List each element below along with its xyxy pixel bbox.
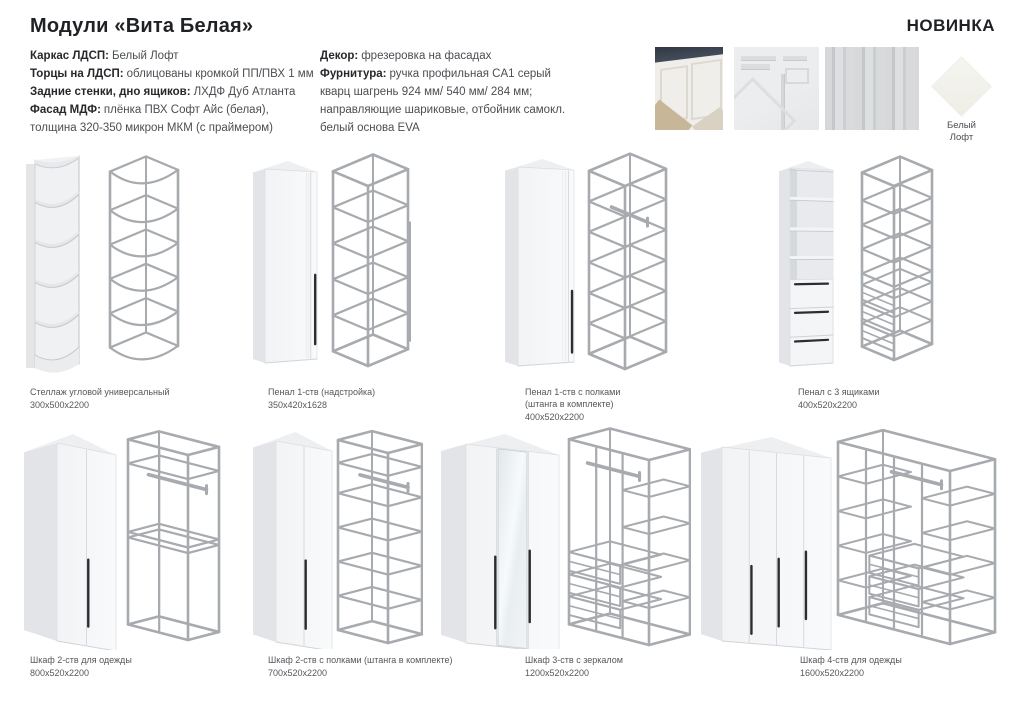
spec-line: Фасад МДФ: плёнка ПВХ Софт Айс (белая),	[30, 104, 269, 116]
facade-photo-2	[734, 47, 819, 130]
item-name: Шкаф 2-ств с полками (штанга в комплекте)	[268, 655, 453, 665]
item-5-wardrobe-render	[253, 427, 334, 649]
item-0-corner-shelf-render	[26, 155, 84, 373]
item-2-cabinet-wireframe	[587, 152, 669, 374]
spec-line: Торцы на ЛДСП: облицованы кромкой ПП/ПВХ 1 мм	[30, 68, 314, 80]
spec-line: кварц шагрень 924 мм/ 540 мм/ 284 мм;	[320, 86, 533, 98]
spec-line: Задние стенки, дно ящиков: ЛХДФ Дуб Атланта	[30, 86, 296, 98]
item-dims: 1600x520x2200	[800, 668, 865, 678]
item-name: Пенал с 3 ящиками	[798, 387, 880, 397]
item-4-wardrobe-render	[24, 429, 119, 650]
item-name: Пенал 1-ств (надстройка)	[268, 387, 376, 397]
item-dims: 350x420x1628	[268, 400, 328, 410]
item-dims: 1200x520x2200	[525, 668, 590, 678]
spec-line: Каркас ЛДСП: Белый Лофт	[30, 50, 179, 62]
spec-line: Фурнитура: ручка профильная CA1 серый	[320, 68, 551, 80]
item-2-cabinet-render	[505, 154, 579, 373]
item-dims: 800x520x2200	[30, 668, 90, 678]
photo-milling-line	[734, 77, 797, 130]
color-swatch-label	[924, 120, 999, 144]
item-caption	[800, 655, 1020, 680]
item-7-wardrobe-wireframe	[836, 428, 1000, 648]
color-name-line: Лофт	[949, 132, 974, 143]
item-1-cabinet-render	[253, 156, 319, 370]
item-name: Шкаф 4-ств для одежды	[800, 655, 902, 665]
item-caption	[798, 387, 998, 412]
item-name: Шкаф 2-ств для одежды	[30, 655, 132, 665]
item-1-cabinet-wireframe	[331, 153, 411, 373]
item-dims: 700x520x2200	[268, 668, 328, 678]
specs-right	[320, 47, 610, 137]
spec-line: белый основа EVA	[320, 122, 420, 134]
item-7-wardrobe-render	[701, 434, 833, 650]
item-3-drawer-cabinet-render	[779, 156, 835, 372]
item-caption	[268, 387, 468, 412]
item-6-mirror-wardrobe-wireframe	[567, 427, 691, 650]
item-3-drawer-cabinet-wireframe	[860, 155, 934, 367]
item-caption	[30, 655, 250, 680]
item-caption	[268, 655, 508, 680]
item-dims: 400x520x2200	[525, 411, 585, 422]
spec-line: Декор: фрезеровка на фасадах	[320, 50, 492, 62]
item-4-wardrobe-wireframe	[125, 428, 221, 648]
item-0-corner-shelf-wireframe	[108, 154, 182, 372]
photo-milling-line	[785, 68, 809, 84]
item-name: Шкаф 3-ств с зеркалом	[525, 655, 623, 665]
item-caption	[525, 655, 745, 680]
item-6-mirror-wardrobe-render	[441, 430, 562, 649]
photo-milling-line	[783, 56, 807, 60]
spec-line: направляющие шариковые, отбойник самокл.	[320, 104, 566, 116]
photo-milling-line	[741, 56, 777, 60]
item-name: (штанга в комплекте)	[525, 398, 614, 409]
page-title: Модули «Вита Белая»	[30, 15, 254, 37]
item-caption	[525, 387, 725, 423]
color-name-line: Белый	[947, 120, 976, 131]
item-name: Пенал 1-ств с полками	[525, 387, 621, 397]
facade-photo-3	[825, 47, 919, 130]
item-5-wardrobe-wireframe	[335, 429, 423, 647]
new-badge: НОВИНКА	[906, 16, 995, 35]
item-dims: 300x500x2200	[30, 400, 90, 410]
specs-left	[30, 47, 314, 137]
facade-photo-1	[655, 47, 723, 130]
photo-milling-line	[741, 64, 770, 68]
item-name: Стеллаж угловой универсальный	[30, 387, 170, 397]
color-swatch-diamond	[933, 58, 991, 116]
item-caption	[30, 387, 230, 412]
spec-line: толщина 320-350 микрон МКМ (с праймером)	[30, 122, 274, 134]
item-dims: 400x520x2200	[798, 400, 858, 410]
